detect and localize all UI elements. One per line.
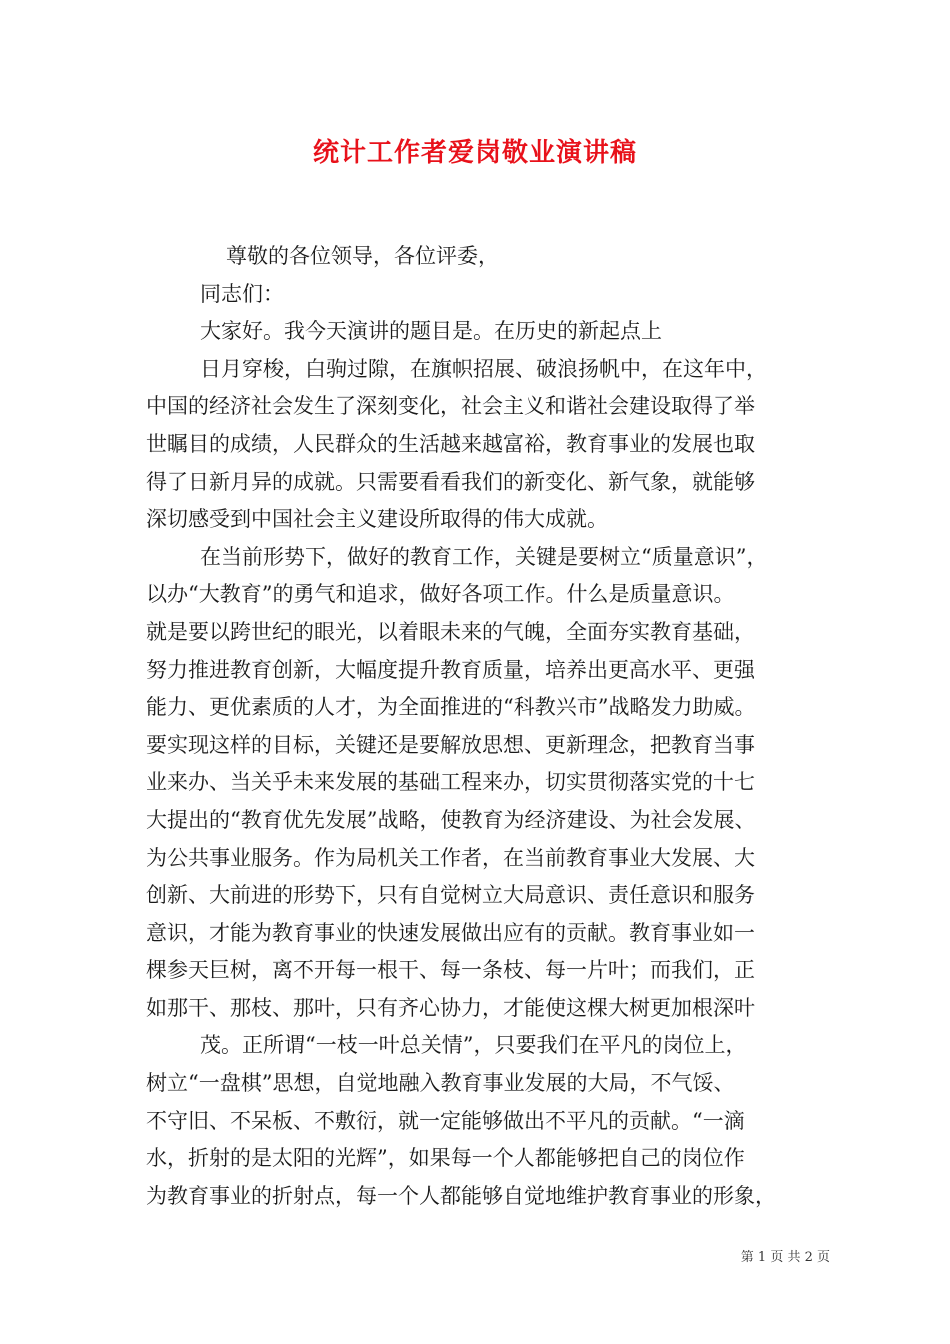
text-line: 为公共事业服务。作为局机关工作者，在当前教育事业大发展、大 <box>146 845 755 870</box>
text-line: 世瞩目的成绩，人民群众的生活越来越富裕，教育事业的发展也取 <box>146 431 755 456</box>
text-line: 树立“一盘棋”思想，自觉地融入教育事业发展的大局，不气馁、 <box>146 1071 735 1096</box>
text-line: 意识，才能为教育事业的快速发展做出应有的贡献。教育事业如一 <box>146 920 755 945</box>
text-line: 茂。正所谓“一枝一叶总关情”，只要我们在平凡的岗位上， <box>200 1033 747 1058</box>
page-number: 第 1 页 共 2 页 <box>740 1250 830 1265</box>
text-line: 要实现这样的目标，关键还是要解放思想、更新理念，把教育当事 <box>146 732 755 757</box>
text-line: 大提出的“教育优先发展”战略，使教育为经济建设、为社会发展、 <box>146 807 756 832</box>
text-line: 棵参天巨树，离不开每一根干、每一条枝、每一片叶；而我们，正 <box>146 958 755 983</box>
text-line: 水，折射的是太阳的光辉”，如果每一个人都能够把自己的岗位作 <box>146 1146 745 1171</box>
text-line: 深切感受到中国社会主义建设所取得的伟大成就。 <box>146 507 608 532</box>
document-body <box>146 238 816 1215</box>
text-line: 在当前形势下，做好的教育工作，关键是要树立“质量意识”， <box>200 544 768 569</box>
text-line: 同志们： <box>200 281 284 306</box>
text-line: 得了日新月异的成就。只需要看看我们的新变化、新气象，就能够 <box>146 469 755 494</box>
text-line: 业来办、当关乎未来发展的基础工程来办，切实贯彻落实党的十七 <box>146 770 755 795</box>
text-line: 能力、更优素质的人才，为全面推进的“科教兴市”战略发力助威。 <box>146 695 756 720</box>
text-line: 不守旧、不呆板、不敷衍，就一定能够做出不平凡的贡献。“一滴 <box>146 1108 745 1133</box>
text-line: 中国的经济社会发生了深刻变化，社会主义和谐社会建设取得了举 <box>146 394 755 419</box>
text-line: 以办“大教育”的勇气和追求，做好各项工作。什么是质量意识。 <box>146 582 735 607</box>
document-title: 统计工作者爱岗敬业演讲稿 <box>312 138 637 168</box>
text-line: 尊敬的各位领导，各位评委， <box>226 244 499 268</box>
text-line: 日月穿梭，白驹过隙，在旗帜招展、破浪扬帆中，在这年中， <box>200 356 767 381</box>
text-line: 努力推进教育创新，大幅度提升教育质量，培养出更高水平、更强 <box>146 657 755 682</box>
text-line: 大家好。我今天演讲的题目是。在历史的新起点上 <box>200 319 662 344</box>
text-line: 创新、大前进的形势下，只有自觉树立大局意识、责任意识和服务 <box>146 883 755 908</box>
text-line: 如那干、那枝、那叶，只有齐心协力，才能使这棵大树更加根深叶 <box>146 995 755 1020</box>
text-line: 为教育事业的折射点，每一个人都能够自觉地维护教育事业的形象， <box>146 1183 776 1208</box>
text-line: 就是要以跨世纪的眼光，以着眼未来的气魄，全面夯实教育基础， <box>146 619 755 644</box>
